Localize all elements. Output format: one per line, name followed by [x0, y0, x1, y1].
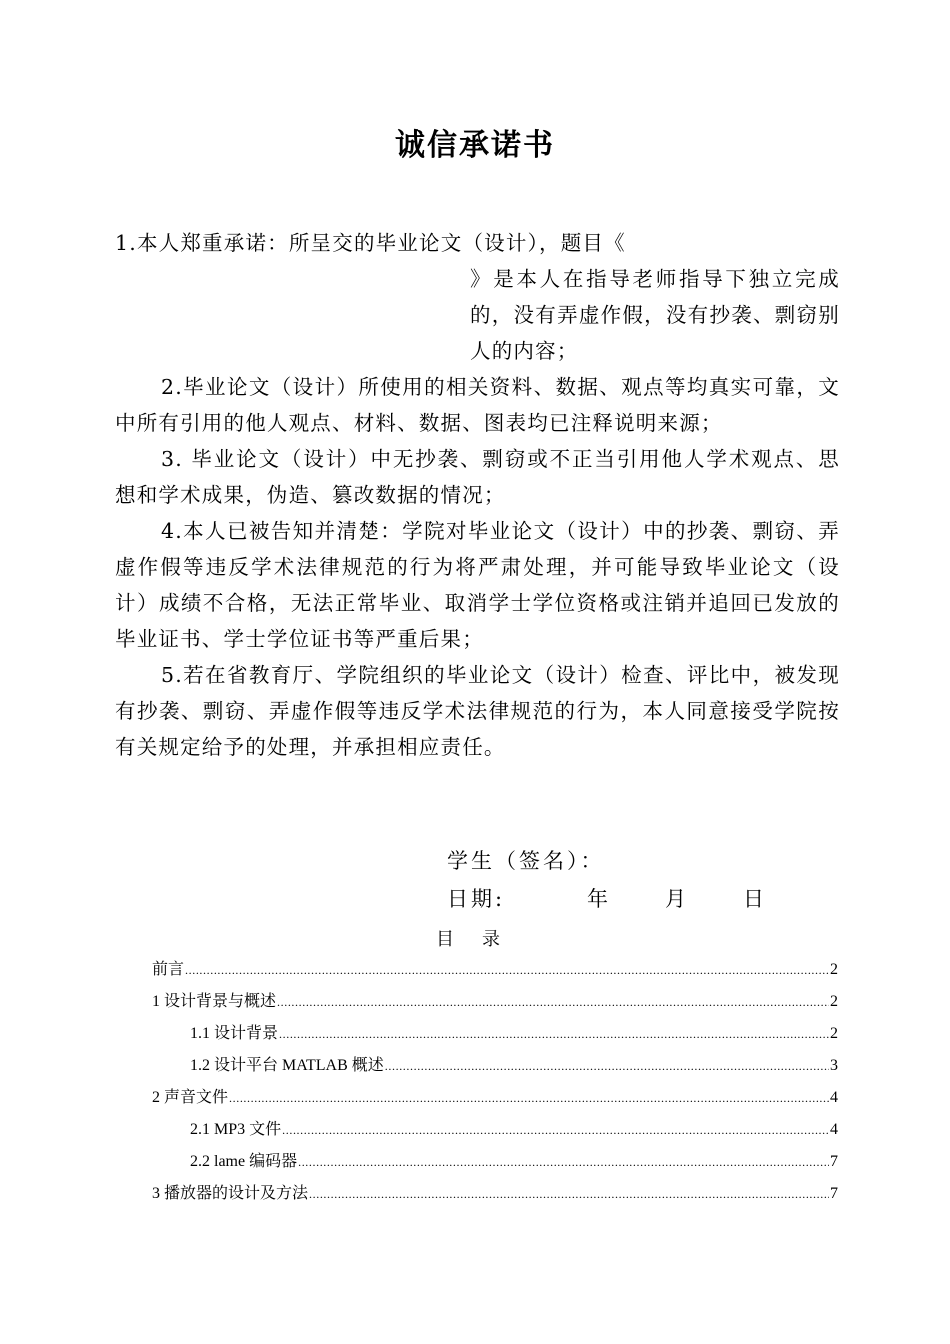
- toc-entry[interactable]: [152, 1146, 838, 1178]
- pledge-item-5: 5.若在省教育厅、学院组织的毕业论文（设计）检查、评比中，被发现有抄袭、剽窃、弄虚作假等违反学术法律规范的行为，本人同意接受学院按有关规定给予的处理，并承担相应责任。: [115, 663, 840, 759]
- toc-leader-dots: [298, 1146, 829, 1178]
- toc-entry-text: 2.1 MP3 文件: [190, 1121, 282, 1138]
- toc-leader-dots: [309, 1178, 829, 1210]
- pledge-item-4: 4.本人已被告知并清楚：学院对毕业论文（设计）中的抄袭、剽窃、弄虚作假等违反学术法律规范的行为将严肃处理，并可能导致毕业论文（设计）成绩不合格，无法正常毕业、取消学士学位资格或注销并追回已发放的毕业证书、学士学位证书等严重后果；: [115, 519, 840, 651]
- toc-entry[interactable]: [152, 1050, 838, 1082]
- toc-entry-text: 前言: [152, 961, 185, 978]
- signature-line: [447, 842, 821, 880]
- toc-entry[interactable]: [152, 1018, 838, 1050]
- toc-entry-text: 1.1 设计背景: [190, 1025, 279, 1042]
- toc-entry-page: 2: [830, 1025, 838, 1042]
- toc-leader-dots: [279, 1018, 829, 1050]
- signature-label: 学生（签名）：: [447, 849, 605, 873]
- toc-entry[interactable]: [152, 986, 838, 1018]
- day-label: 日: [743, 887, 767, 911]
- pledge-title: 诚信承诺书: [395, 128, 555, 163]
- toc-title: 目录: [436, 929, 528, 950]
- table-of-contents: [152, 954, 838, 1210]
- toc-leader-dots: [385, 1050, 829, 1082]
- pledge-item-3: 3. 毕业论文（设计）中无抄袭、剽窃或不正当引用他人学术观点、思想和学术成果，伪造、篡改数据的情况；: [115, 447, 840, 507]
- date-label: 日期:: [447, 887, 506, 911]
- toc-leader-dots: [282, 1114, 829, 1146]
- toc-leader-dots: [229, 1082, 829, 1114]
- pledge-item-1: [115, 225, 840, 369]
- pledge-item-2: 2.毕业论文（设计）所使用的相关资料、数据、观点等均真实可靠，文中所有引用的他人观点、材料、数据、图表均已注释说明来源；: [115, 375, 840, 435]
- year-label: 年: [587, 887, 611, 911]
- toc-entry-text: 2 声音文件: [152, 1089, 229, 1106]
- toc-entry-text: 3 播放器的设计及方法: [152, 1185, 309, 1202]
- signature-block: [447, 842, 821, 918]
- toc-entry-page: 4: [830, 1089, 838, 1106]
- pledge-body: [115, 225, 840, 765]
- toc-entry[interactable]: [152, 954, 838, 986]
- toc-entry[interactable]: [152, 1178, 838, 1210]
- pledge-item-1-part1: 1.本人郑重承诺：所呈交的毕业论文（设计），题目《: [115, 231, 626, 255]
- pledge-item-1-part2: 》是本人在指导老师指导下独立完成的，没有弄虚作假，没有抄袭、剽窃别人的内容；: [470, 267, 840, 363]
- toc-leader-dots: [185, 954, 829, 986]
- date-line: [447, 880, 821, 918]
- month-label: 月: [665, 887, 689, 911]
- toc-entry-text: 1.2 设计平台 MATLAB 概述: [190, 1057, 384, 1074]
- toc-leader-dots: [277, 986, 829, 1018]
- toc-entry-page: 4: [830, 1121, 838, 1138]
- toc-entry-page: 7: [830, 1185, 838, 1202]
- toc-entry-text: 1 设计背景与概述: [152, 993, 277, 1010]
- toc-entry-page: 2: [830, 961, 838, 978]
- toc-entry-page: 3: [830, 1057, 838, 1074]
- toc-entry[interactable]: [152, 1114, 838, 1146]
- toc-entry[interactable]: [152, 1082, 838, 1114]
- toc-entry-page: 7: [830, 1153, 838, 1170]
- toc-entry-page: 2: [830, 993, 838, 1010]
- toc-entry-text: 2.2 lame 编码器: [190, 1153, 298, 1170]
